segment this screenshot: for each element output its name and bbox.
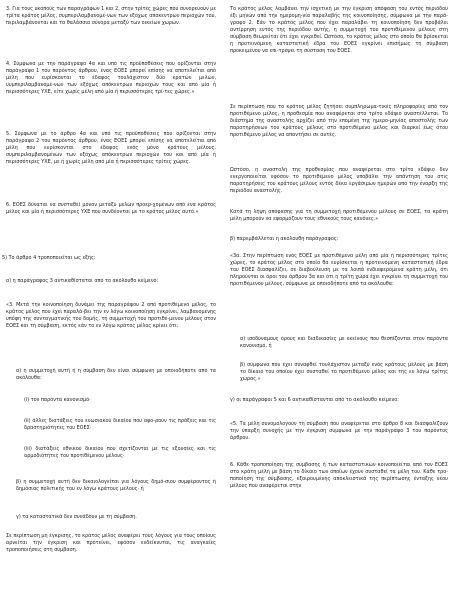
suspension-exception-paragraph: Ωστόσο, η αναστολή της προθεσμίας που αναφέρεται στο τρίτο εδάφιο δεν ενεργοποιείται εφόσον το προτιθέμενο μέλος υποβάλει την απάντηση του στις παρατηρήσεις του κράτους μέλους εντός δέκα εργάσιμων ημερών από την έναρξη της περιόδου αναστολής. <box>230 167 448 195</box>
sub-point-ii: (ii) άλλες διατάξεις του ενωσιακού δικαίου που αφο-ρούν τις πράξεις και τις δραστηριότητες του ΕΟΕΣ· <box>24 418 216 432</box>
sub-point-a: α) η συμμετοχή αυτή ή η σύμβαση δεν είναι σύμφωνη με οποιοδήποτε από τα ακόλουθα: <box>16 368 216 382</box>
quoted-paragraph-5: «5. Τα μέλη συνομολογούν τη σύμβαση που αναφέρεται στο άρθρο 8 και διασφαλίζουν την ύπαρξη συνοχής με την έγκριση σύμφωνα με την παράγραφο 3 του παρόντος άρθρου. <box>230 421 448 442</box>
sub-point-b-right: β) σύμφωνα που έχει συναφθεί τουλάχιστον μεταξύ ενός κράτους μέλους με βάση το δίκαιο του οποίου έχει συσταθεί το προτιθέμενο μέλος και της εν λόγω τρίτης χώρας.» <box>240 362 448 383</box>
paragraph-4: 4. Σύμφωνα με την παράγραφο 4α και υπό τις προϋποθέσεις που ορίζονται στην παράγραφο 1 του παρόντος άρθρου, ένας ΕΟΕΣ μπορεί επίσης να αποτελείται από μέλη που ευρίσκονται το έδαφος τουλάχιστον δύο κρατών μελών, υυμπεριλαμβανομέ-νων των εξόχως απόκεντρων περιοχών τους και από μία ή περισσότερες ΥΧΕ, είτε χωρίς μέλη από μία ή περισσότερες τρί-τες χώρες.» <box>6 61 216 96</box>
quoted-paragraph-3: «3. Μετά την κοινοποίηση δυνάμει της παραγράφου 2 από προτιθέμενο μέλος, το κράτος μέλος που έχει παραλά-βει την εν λόγω κοινοποίηση εγκρίνει, λαμβανομένης υπόψη της συνταγματικής του δομής, τη συμμετοχή του προτιθέ-μενου μέλους στον ΕΟΕΣ και τη σύμβαση, εκτός εάν το εν λόγω κράτος μέλος κρίνει ότι: <box>6 302 216 330</box>
amendment-point-g: γ) οι παράγραφοι 5 και 6 αντικαθίστανται από το ακόλουθο κείμενο: <box>230 397 399 403</box>
sub-point-i: (i) τον παρόντα κανονισμό· <box>24 397 91 403</box>
paragraph-5: 5. Σύμφωνα με το άρθρο 4α και υπό τις προϋποθέσεις που ορίζονται στην παράγραφο 2 του παρόντος άρθρου, ένας ΕΟΕΣ μπορεί επίσης να αποτελείται από μέλη που ευρίσκονται στο έδαφος ενός μόνο κράτους μέλους, συμπεριλαμβανομένων των εξόχως απόκεντρων περιοχών του και από μία ή περισσότερες ΥΧΕ, με ή χωρίς μέλη από μία ή περισσότερες τρίτες χώρες. <box>6 131 216 166</box>
amendment-point-b: β) παρεμβάλλεται η ακόλουθη παράγραφος: <box>230 236 339 242</box>
amendment-point-a: α) η παράγραφος 3 αντικαθίσταται από το ακόλουθο κείμενο: <box>6 278 159 284</box>
sub-point-g: γ) τα καταστατικά δεν συνάδουν με τη σύμβαση. <box>16 514 137 520</box>
paragraph-3: 3. Για τους υκοπούς των παραγράφων 1 και 2, στην τρίτες χώρες που συνορεύουν με τρίτα κράτος μέλος, συμπεριλαμβανομέ-νων των εξόχως απόκεντρων περιοχών του, περιλαμβάνονται και τα θαλάσσια σύνορα μεταξύ των οικείων χωρών. <box>6 6 216 27</box>
refusal-paragraph: Σε περίπτωση μη έγκρισης, το κράτος μέλος αναφέρει τους λόγους για τους οποίους αρνείται την έγκριση και προτείνει, εφόσον ενδείκνυται, τις αναγκαίες τροποποιήσεις στη σύμβαση. <box>6 533 216 554</box>
sub-point-iii: (iii) διατάξεις εθνικού δικαίου που σχετίζονται με τις εξουσίες και τις αρμοδιότητες του προτιθέμενου μέλους· <box>24 446 216 460</box>
approval-paragraph: Το κράτος μέλος λαμβάνει την ισχετική με την έγκριση απόφαση του εντός περιόδου έξι μηνών από την ημερομη-νία παραλαβής της κοινοποίησης, σύμφωνα με την παρά-γραφο 2. Εάν το κράτος μέλος που έχει παραλάβει τη κοινοποίηση δεν προβάλει αντίρρηση εντός της περιόδου αυτής, η συμμετοχή του προτιθέμενου μέλους στη σύμβαση θεωρείται ότι έχει εγκριθεί. Ωστόσο, το κράτος μέλος στο οποίο θα βρίσκεται η προτεινόμενη καταστατική έδρα του ΕΟΕΣ εγκρίνει επισήμως τη σύμβαση προκειμένου να επι-τρέψει τη σύσταση του ΕΟΕΣ. <box>230 6 448 55</box>
quoted-paragraph-3a: «3α. Στην περίπτωση ενός ΕΟΕΣ με προτιθέμενα μέλη από μία ή περισσότερες τρίτες χώρες, το κράτος μέλος στο οποίο θα ευρίσκεται η προτεινόμενη καταστατική έδρα του ΕΟΕΣ διασφαλίζει, σε διαβούλευση με τα λοιπά ενδιαφερόμενα κράτη μέλη, ότι πληρούνται οι όροι του άρθρου 3α και ότι η τρίτη χώρα έχει εγκρίνει τη συμμετοχή του προτιθέμενου μέλους, σύμφωνα με οποιοδήποτε από τα ακόλουθα: <box>230 253 448 288</box>
quoted-paragraph-6: 6. Κάθε τροποποίηση της σύμβασης ή των καταστατικών κοινοποιείται από τον ΕΟΕΣ στα κράτη μέλη με βάση το δίκαιο των οποίων έχουν συσταθεί τα μέλη του. Κάθε τρο-ποποίηση της σύμβασης, εξαιρουμένης αποκλειστικά της περίπτωσης ένταξης νέου μέλους που αναφέρεται στην <box>230 462 448 490</box>
paragraph-6: 6. ΕΟΕΣ δύναται να συσταθεί μόνον μεταξύ μελών προερ-χομένων από ένα κράτος μέλος και μία ή περισσότερες ΥΧΕ που συνδέονται με το κράτος μέλος αυτό.» <box>6 202 216 216</box>
sub-point-a-right: α) ισοδύναμους όρους και διαδικασίες με εκείνους που θεσπίζονται στον παρόντα κανονισμό, ή <box>240 336 448 350</box>
national-rules-paragraph: Κατά τη λήψη απόφασης για τη συμμετοχή προτιθέμενου μέλους σε ΕΟΕΣ, τα κράτη μέλη μπορούν να εφαρμόζουν τους εθνικούς τους κανόνες.» <box>230 209 448 223</box>
amendment-item-5: 5) Το άρθρο 4 τροποποιείται ως εξής: <box>2 255 96 261</box>
sub-point-b: β) η συμμετοχή αυτή δεν δικαιολογείται για λόγους δημό-σιου συμφέροντος ή δημόσιας πολιτικής του εν λόγω κράτους μέλους· ή <box>16 479 216 493</box>
suspension-paragraph: Σε περίπτωση που το κράτος μέλος ζητήσει συμπληρωμα-τικές πληροφορίες από τον προτιθέμενο μέλος, η προθεσμία που αναφέρεται στο τρίτο εδάφιο αναστέλλεται. Το διάστημα της αναστολής αρχίζει από την επομένη της ημερο-μηνίας αποστολής των παρατηρήσεων του κράτους μέλους στο προτιθέμενο μέλος και διαρκεί έως ότου προτιθέμενο μέλος να απαντήσει σε αυτές. <box>230 104 448 139</box>
